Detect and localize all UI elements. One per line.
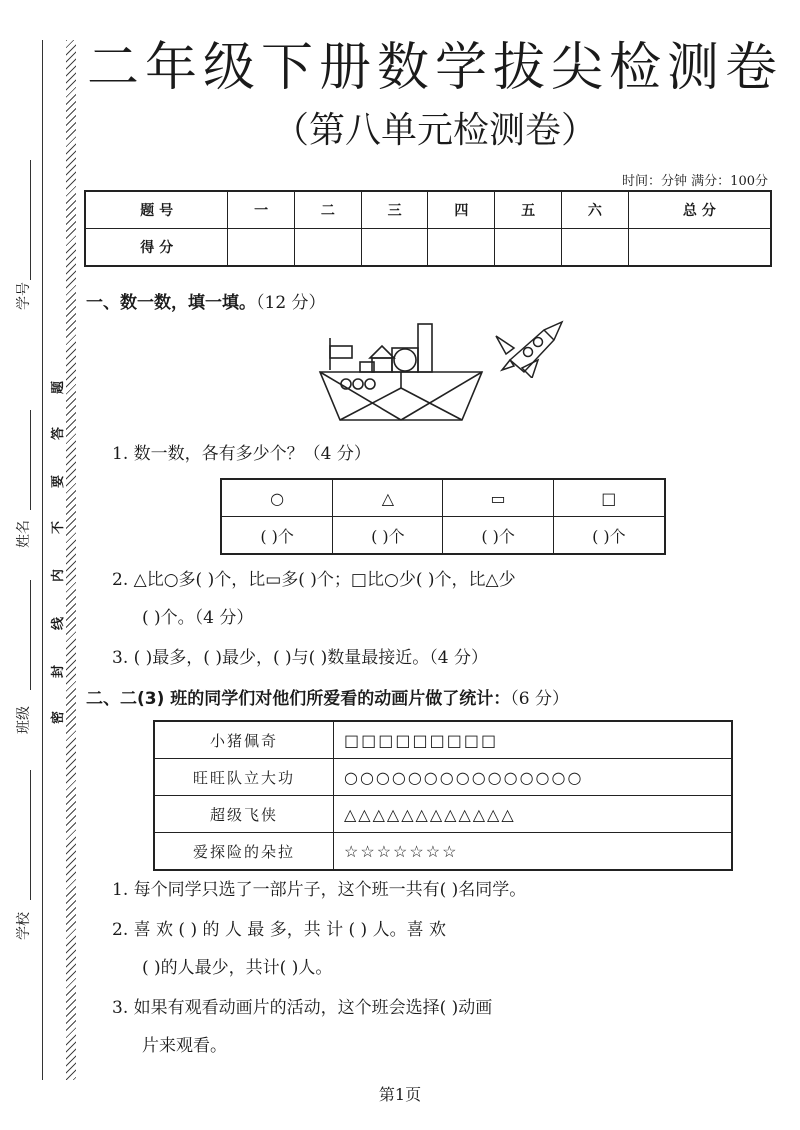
seal-char: 不	[51, 520, 67, 535]
table-row	[154, 796, 732, 833]
seal-char: 答	[51, 426, 67, 441]
student-name-label: 姓名	[16, 520, 32, 548]
cartoon-name: 爱探险的朵拉	[154, 833, 334, 871]
school-label: 学校	[16, 912, 32, 940]
score-row-label: 得 分	[85, 229, 228, 267]
score-header-cell: 六	[561, 191, 628, 229]
section2-heading	[86, 684, 569, 709]
seal-char: 要	[51, 474, 67, 489]
score-header-row	[85, 191, 771, 229]
score-value-row	[85, 229, 771, 267]
score-header-cell: 二	[295, 191, 362, 229]
shape-count-table	[220, 478, 666, 555]
margin-divider	[42, 40, 43, 1080]
tally-circles: ○○○○○○○○○○○○○○○	[334, 759, 733, 796]
time-score-info: 时间：分钟 满分：100分	[622, 174, 768, 189]
s1-question-2-line2: ( )个。（4 分）	[142, 608, 254, 628]
table-row	[154, 833, 732, 871]
score-header-cell: 一	[228, 191, 295, 229]
s1-question-1: 1. 数一数，各有多少个？（4 分）	[112, 444, 371, 464]
table-row	[154, 721, 732, 759]
student-id-label: 学号	[16, 282, 32, 310]
section1-heading	[86, 288, 326, 313]
class-label: 班级	[16, 706, 32, 734]
score-blank-cell[interactable]	[628, 229, 771, 267]
score-header-cell: 总 分	[628, 191, 771, 229]
shape-row	[221, 479, 665, 517]
student-id-line	[30, 160, 31, 280]
cartoon-name: 超级飞侠	[154, 796, 334, 833]
score-blank-cell[interactable]	[561, 229, 628, 267]
s2-question-2-line1: 2. 喜 欢 ( ) 的 人 最 多，共 计 ( ) 人。喜 欢	[112, 920, 446, 940]
score-header-cell: 四	[428, 191, 495, 229]
s1-question-2-line1: 2. △比○多( )个，比▭多( )个；□比○少( )个，比△少	[112, 570, 516, 590]
score-header-cell: 五	[495, 191, 562, 229]
square-icon: □	[553, 479, 665, 517]
section2-points: （6 分）	[510, 689, 570, 709]
score-blank-cell[interactable]	[295, 229, 362, 267]
school-line	[30, 770, 31, 900]
page-title: 二年级下册数学拔尖检测卷	[86, 38, 783, 98]
section2-heading-text: 二、二(3) 班的同学们对他们所爱看的动画片做了统计：	[86, 689, 511, 709]
class-line	[30, 580, 31, 690]
cartoon-name: 旺旺队立大功	[154, 759, 334, 796]
rectangle-icon: ▭	[443, 479, 553, 517]
tally-stars: ☆☆☆☆☆☆☆	[334, 833, 733, 871]
score-table	[84, 190, 772, 267]
count-blank[interactable]: ( )个	[333, 517, 443, 555]
tally-rectangles: □□□□□□□□□	[334, 721, 733, 759]
score-blank-cell[interactable]	[428, 229, 495, 267]
seal-char: 题	[51, 380, 67, 395]
count-blank[interactable]: ( )个	[443, 517, 553, 555]
hatch-strip	[66, 40, 76, 1080]
section1-points: （12 分）	[256, 293, 326, 313]
score-blank-cell[interactable]	[361, 229, 428, 267]
count-answer-row	[221, 517, 665, 555]
seal-char: 封	[51, 664, 67, 679]
s2-question-3-line2: 片来观看。	[142, 1036, 227, 1056]
page-number: 第1页	[378, 1085, 422, 1104]
student-name-line	[30, 410, 31, 510]
s1-question-3: 3. ( )最多，( )最少，( )与( )数量最接近。（4 分）	[112, 648, 489, 668]
s2-question-1: 1. 每个同学只选了一部片子，这个班一共有( )名同学。	[112, 880, 527, 900]
seal-char: 线	[51, 616, 67, 631]
score-header-cell: 三	[361, 191, 428, 229]
seal-char: 内	[51, 568, 67, 583]
table-row	[154, 759, 732, 796]
s2-question-3-line1: 3. 如果有观看动画片的活动，这个班会选择( )动画	[112, 998, 493, 1018]
tally-triangles: △△△△△△△△△△△△	[334, 796, 733, 833]
rocket-illustration	[492, 320, 566, 378]
circle-icon: ○	[221, 479, 333, 517]
section1-heading-text: 一、数一数，填一填。	[86, 293, 256, 313]
score-header-cell: 题 号	[85, 191, 228, 229]
score-blank-cell[interactable]	[228, 229, 295, 267]
cartoon-survey-table	[153, 720, 733, 871]
s2-question-2-line2: ( )的人最少，共计( )人。	[142, 958, 333, 978]
count-blank[interactable]: ( )个	[553, 517, 665, 555]
seal-char: 密	[51, 710, 67, 725]
cartoon-name: 小猪佩奇	[154, 721, 334, 759]
score-blank-cell[interactable]	[495, 229, 562, 267]
page-subtitle: （第八单元检测卷）	[272, 110, 597, 151]
ship-illustration	[318, 318, 488, 424]
triangle-icon: △	[333, 479, 443, 517]
count-blank[interactable]: ( )个	[221, 517, 333, 555]
